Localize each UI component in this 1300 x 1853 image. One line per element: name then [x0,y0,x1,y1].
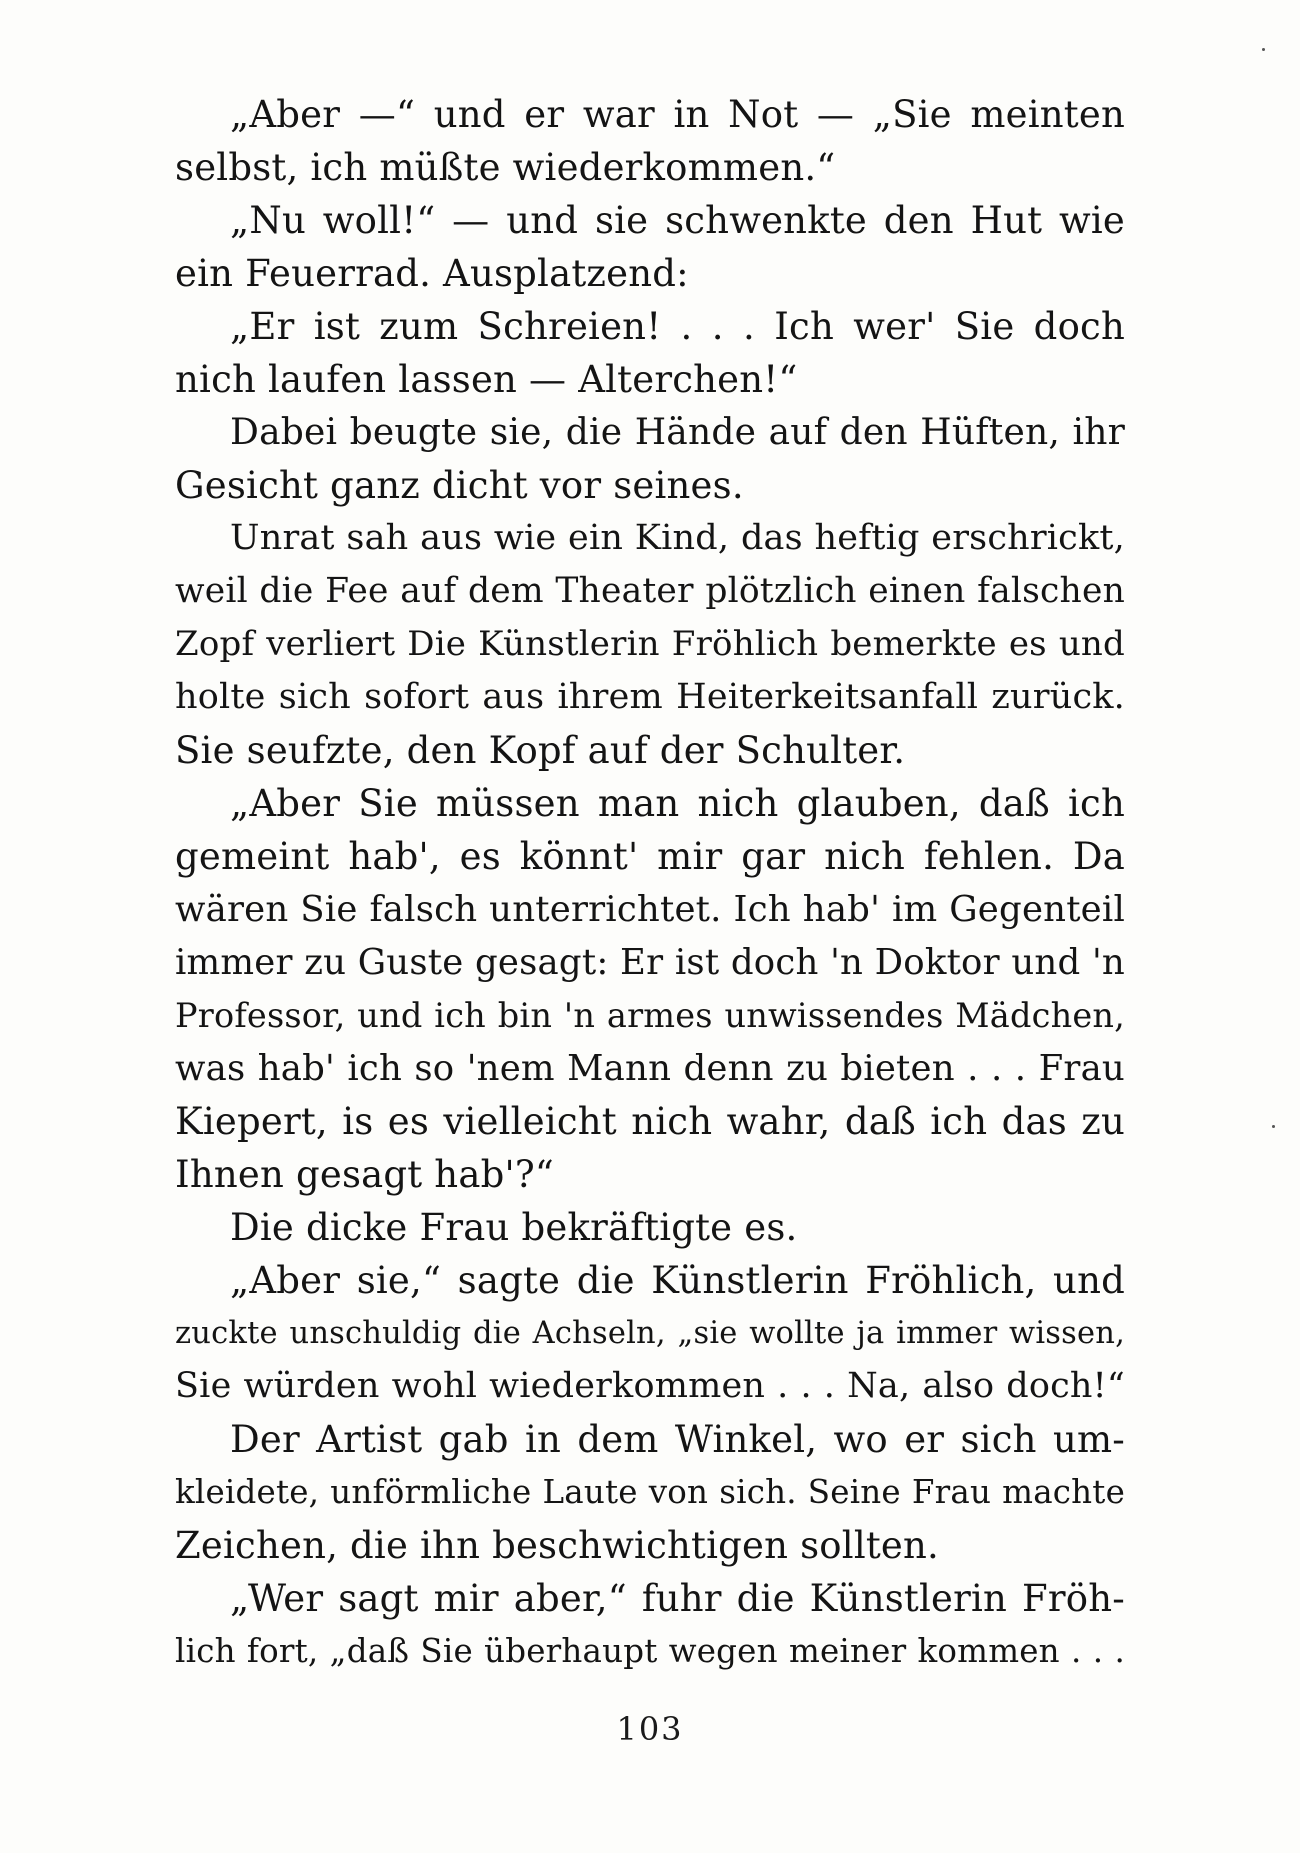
text-line: weil die Fee auf dem Theater plötzlich einen falschen [175,571,1125,611]
text-line: Der Artist gab in dem Winkel, wo er sich um- [230,1418,1125,1461]
text-line: „Er ist zum Schreien! . . . Ich wer' Sie doch [230,305,1125,348]
text-line: Dabei beugte sie, die Hände auf den Hüften, ihr [230,412,1125,453]
text-line: Die dicke Frau bekräftigte es. [230,1206,798,1249]
text-line: Professor, und ich bin 'n armes unwissendes Mädchen, [175,996,1125,1035]
text-line: Zeichen, die ihn beschwichtigen sollten. [175,1524,940,1567]
text-line: nich laufen lassen — Alterchen!“ [175,358,798,401]
body-text [175,88,1125,1678]
page-number: 103 [616,1710,684,1748]
text-line: holte sich sofort aus ihrem Heiterkeitsanfall zurück. [175,677,1125,717]
text-line: wären Sie falsch unterrichtet. Ich hab' im Gegenteil [175,889,1125,930]
text-line: „Aber —“ und er war in Not — „Sie meinten [230,93,1125,136]
text-line: ein Feuerrad. Ausplatzend: [175,252,689,295]
text-line: „Wer sagt mir aber,“ fuhr die Künstlerin Fröh- [230,1577,1125,1620]
text-line: Kiepert, is es vielleicht nich wahr, daß ich das zu [175,1100,1125,1143]
text-line: Sie seufzte, den Kopf auf der Schulter. [175,729,906,772]
text-line: Zopf verliert Die Künstlerin Fröhlich bemerkte es und [175,624,1125,664]
text-line: gemeint hab', es könnt' mir gar nich fehlen. Da [175,835,1125,878]
text-line: lich fort, „daß Sie überhaupt wegen meiner kommen . . . [175,1632,1125,1670]
text-line: Unrat sah aus wie ein Kind, das heftig erschrickt, [230,518,1125,558]
paper-speck [1262,48,1265,51]
text-line: Sie würden wohl wiederkommen . . . Na, also doch!“ [175,1366,1125,1406]
text-line: zuckte unschuldig die Achseln, „sie wollte ja immer wissen, [175,1316,1125,1351]
text-line: Gesicht ganz dicht vor seines. [175,464,744,507]
text-line: „Nu woll!“ — und sie schwenkte den Hut wie [230,199,1125,242]
paper-speck [1272,1125,1275,1128]
text-line: „Aber Sie müssen man nich glauben, daß ich [230,782,1125,825]
text-line: „Aber sie,“ sagte die Künstlerin Fröhlich, und [230,1259,1125,1302]
text-line: was hab' ich so 'nem Mann denn zu bieten . . . Frau [175,1048,1125,1089]
text-line: kleidete, unförmliche Laute von sich. Seine Frau machte [175,1473,1125,1511]
text-line: immer zu Guste gesagt: Er ist doch 'n Doktor und 'n [175,942,1125,983]
text-line: Ihnen gesagt hab'?“ [175,1153,555,1196]
text-line: selbst, ich müßte wiederkommen.“ [175,146,836,189]
